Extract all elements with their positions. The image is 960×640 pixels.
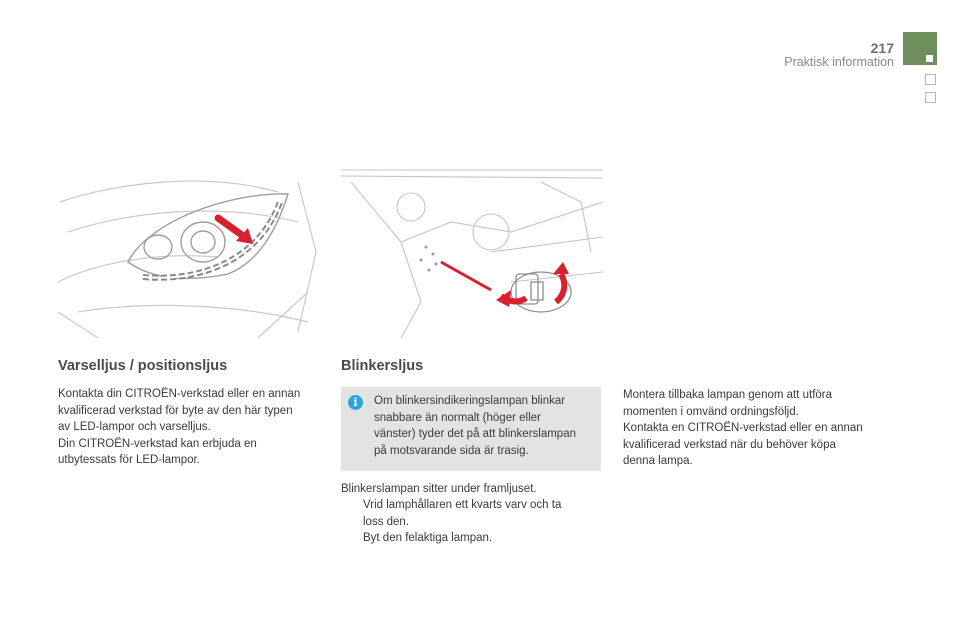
indicator-heading: Blinkersljus bbox=[341, 358, 424, 374]
text-line: Om blinkersindikeringslampan blinkar bbox=[374, 395, 566, 407]
text-line: kvalificerad verkstad för byte av den här typen bbox=[58, 404, 293, 417]
text-line: snabbare än normalt (höger eller bbox=[374, 411, 541, 424]
text-line: momenten i omvänd ordningsföljd. bbox=[623, 405, 799, 418]
text-line: Din CITROËN-verkstad kan erbjuda en bbox=[58, 437, 257, 450]
chapter-tab-active[interactable] bbox=[903, 32, 937, 65]
text-line: Kontakta en CITROËN-verkstad eller en annan bbox=[623, 422, 863, 434]
text-line: av LED-lampor och varselljus. bbox=[58, 421, 211, 433]
page-number: 217 bbox=[870, 40, 894, 56]
section-title: Praktisk information bbox=[784, 55, 894, 69]
text-line: på motsvarande sida är trasig. bbox=[374, 444, 529, 457]
text-line: Kontakta din CITROËN-verkstad eller en annan bbox=[58, 388, 301, 400]
reassembly-text bbox=[623, 387, 888, 470]
info-box bbox=[341, 387, 601, 471]
instruction-step bbox=[341, 497, 601, 530]
info-icon: i bbox=[348, 395, 363, 410]
indicator-bulb-illustration bbox=[341, 162, 603, 338]
info-text bbox=[374, 393, 596, 459]
headlight-illustration bbox=[58, 162, 320, 338]
text-line: loss den. bbox=[363, 515, 410, 528]
daytime-lights-text bbox=[58, 386, 323, 469]
text-line: denna lampa. bbox=[623, 455, 693, 467]
indicator-intro-text: Blinkerslampan sitter under framljuset. bbox=[341, 483, 537, 495]
text-line: Montera tillbaka lampan genom att utföra bbox=[623, 389, 833, 401]
chapter-tab[interactable] bbox=[925, 74, 936, 85]
text-line: Vrid lamphållaren ett kvarts varv och ta bbox=[363, 499, 562, 511]
chapter-tab[interactable] bbox=[925, 92, 936, 103]
text-line: kvalificerad verkstad när du behöver köpa bbox=[623, 438, 836, 451]
text-line: utbytessats för LED-lampor. bbox=[58, 454, 200, 466]
daytime-lights-heading: Varselljus / positionsljus bbox=[58, 358, 228, 374]
instruction-step bbox=[341, 530, 601, 547]
text-line: vänster) tyder det på att blinkerslampan bbox=[374, 428, 576, 440]
text-line: Byt den felaktiga lampan. bbox=[363, 532, 493, 544]
